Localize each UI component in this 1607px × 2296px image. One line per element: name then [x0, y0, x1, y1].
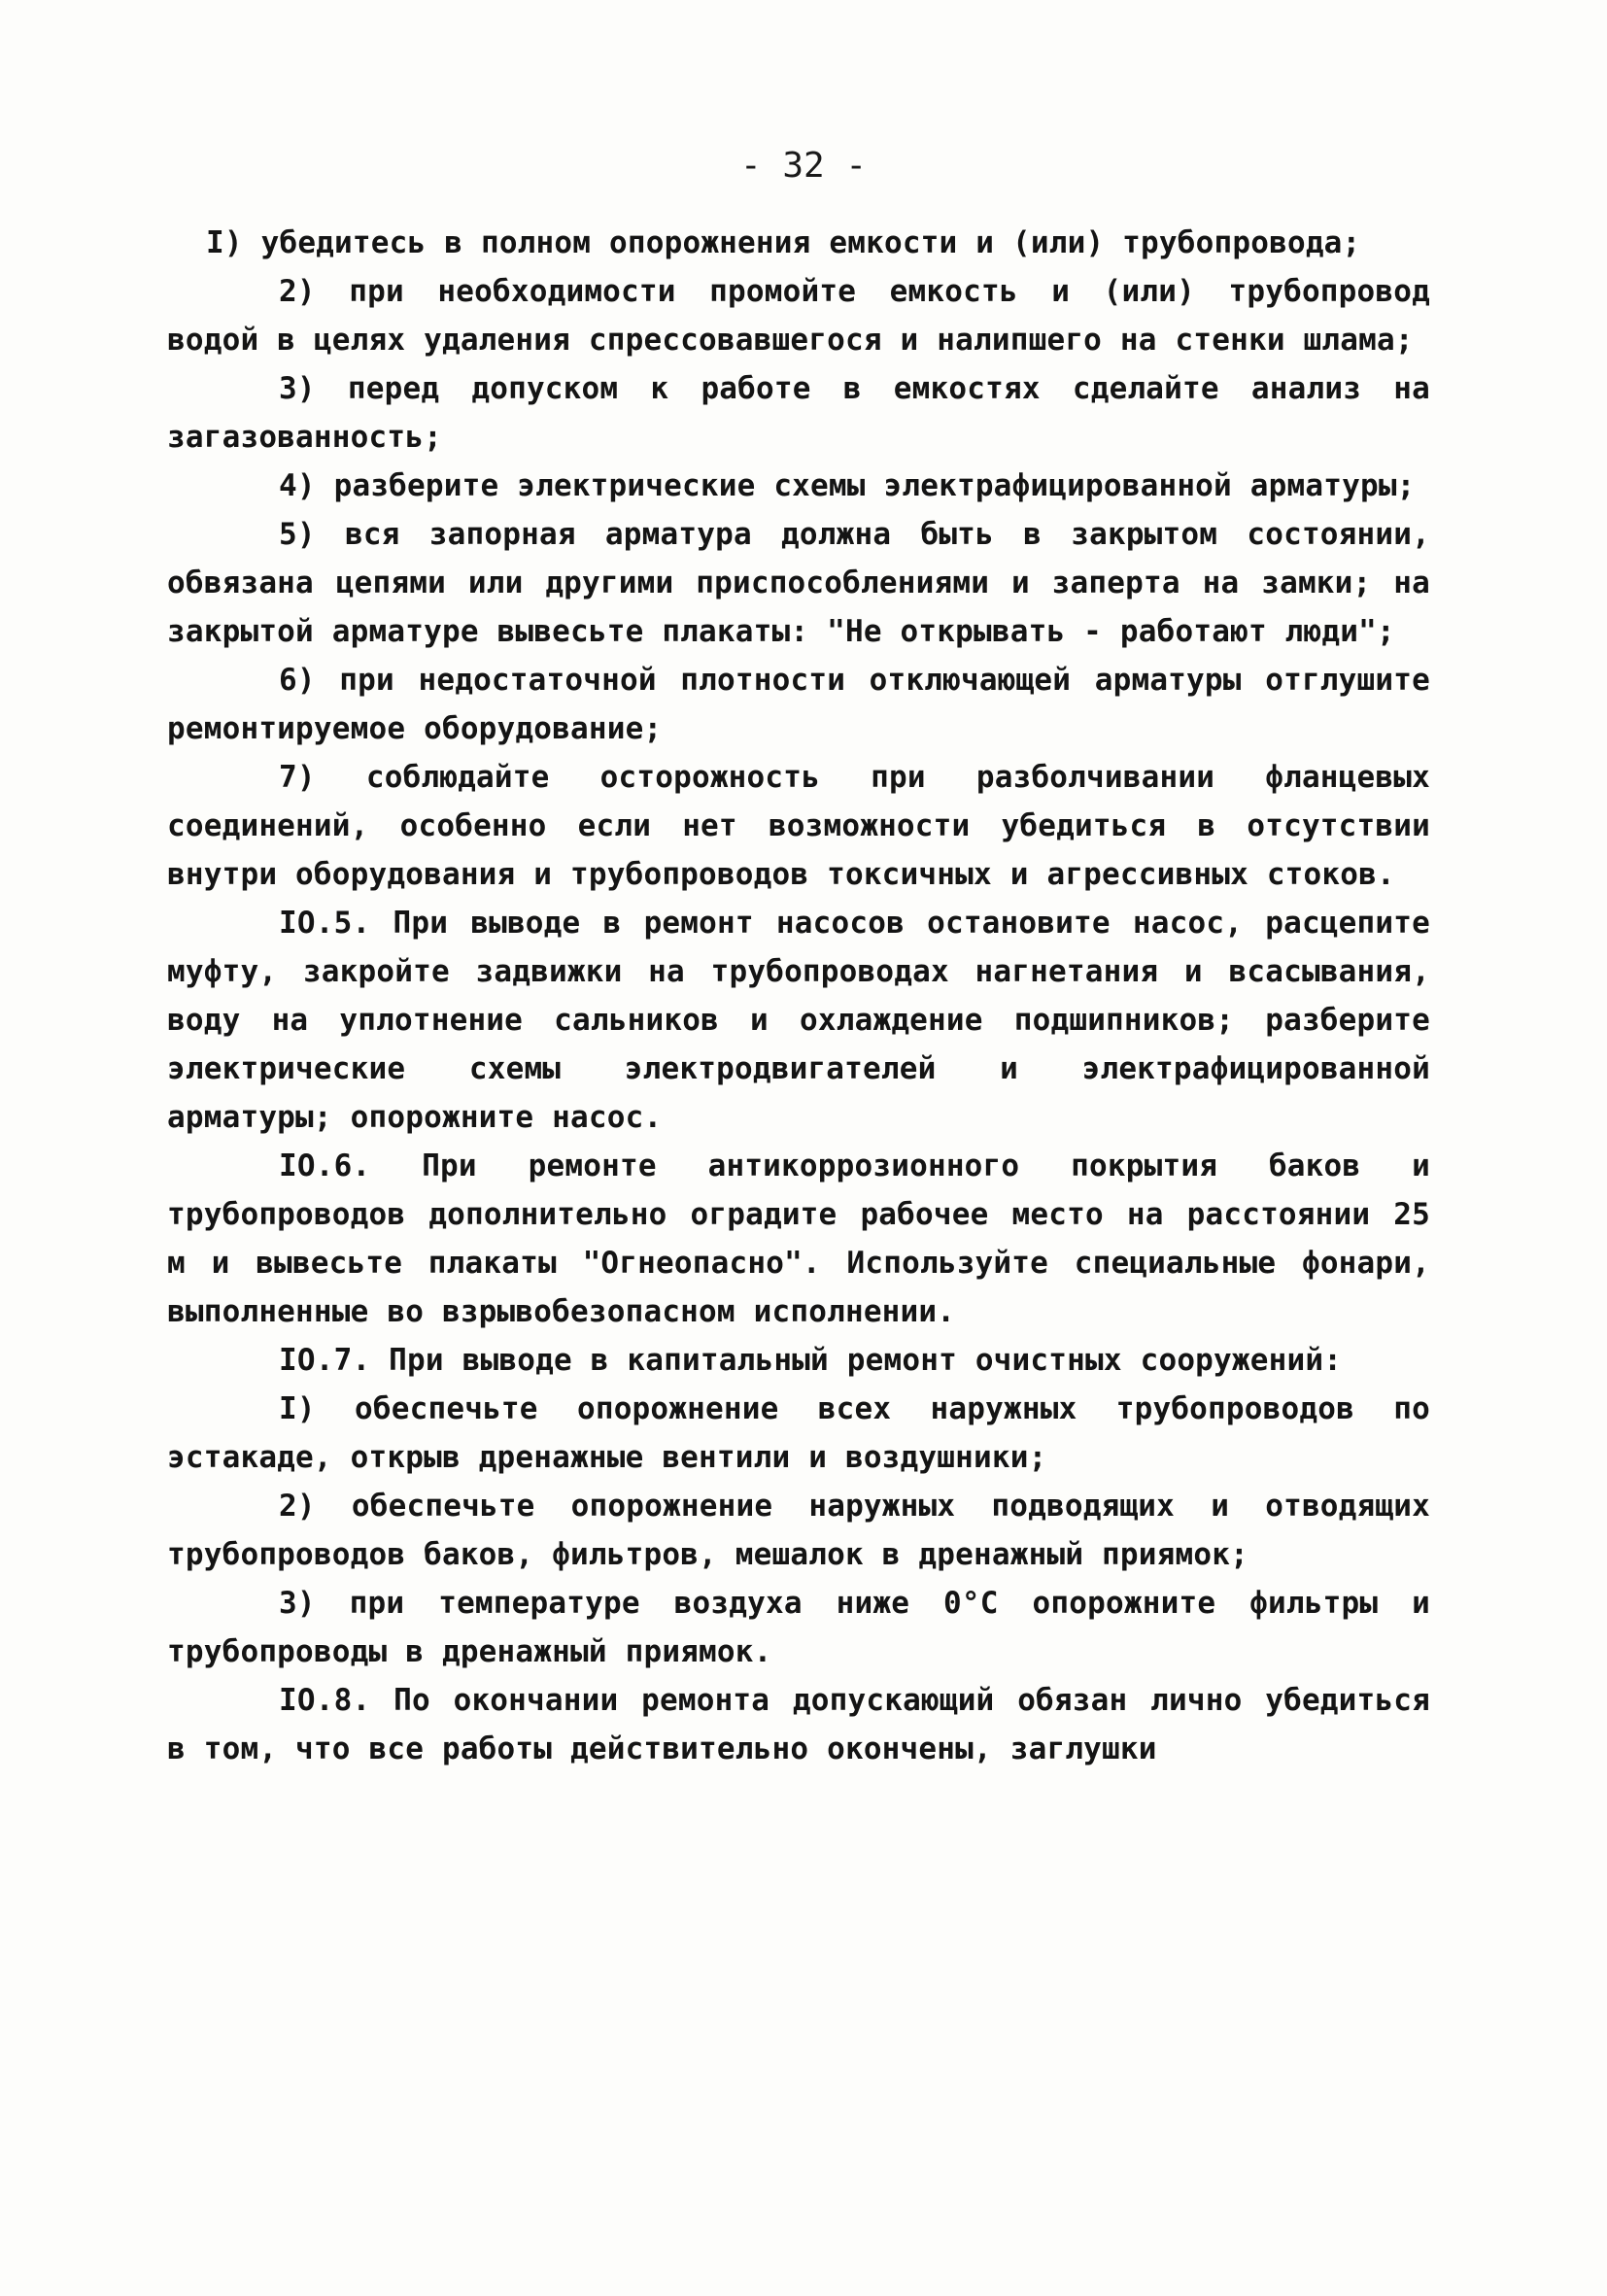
list-item-1: I) убедитесь в полном опорожнения емкости и (или) трубопровода;	[206, 225, 1361, 260]
list-item-7: 7) соблюдайте осторожность при разболчивании фланцевых соединений, особенно если нет возможности убедиться в отсутствии внутри оборудования и трубопроводов токсичных и агрессивных стоков.	[167, 760, 1430, 892]
page-number: - 32 -	[739, 146, 868, 186]
section-10-8: IO.8. По окончании ремонта допускающий обязан лично убедиться в том, что все работы действительно окончены, заглушки	[167, 1683, 1430, 1766]
section-10-7: IO.7. При выводе в капитальный ремонт очистных сооружений:	[279, 1343, 1343, 1378]
section-10-7-item-1: I) обеспечьте опорожнение всех наружных трубопроводов по эстакаде, открыв дренажные вентили и воздушники;	[167, 1391, 1430, 1475]
list-item-4: 4) разберите электрические схемы электрафицированной арматуры;	[279, 468, 1416, 503]
list-item-3: 3) перед допуском к работе в емкостях сделайте анализ на загазованность;	[167, 371, 1430, 455]
section-10-6: IO.6. При ремонте антикоррозионного покрытия баков и трубопроводов дополнительно оградите рабочее место на расстоянии 25 м и вывесьте плакаты "Огнеопасно". Используйте специальные фонари, выполненные во взрывобезопасном исполнении.	[167, 1148, 1430, 1329]
section-10-7-item-2: 2) обеспечьте опорожнение наружных подводящих и отводящих трубопроводов баков, фильтров, мешалок в дренажный приямок;	[167, 1489, 1430, 1572]
list-item-2: 2) при необходимости промойте емкость и (или) трубопровод водой в целях удаления спрессовавшегося и налипшего на стенки шлама;	[167, 274, 1430, 358]
section-10-5: IO.5. При выводе в ремонт насосов остановите насос, расцепите муфту, закройте задвижки на трубопроводах нагнетания и всасывания, воду на уплотнение сальников и охлаждение подшипников; разберите электрические схемы электродвигателей и электрафицированной арматуры; опорожните насос.	[167, 906, 1430, 1135]
section-10-7-item-3: 3) при температуре воздуха ниже 0°С опорожните фильтры и трубопроводы в дренажный приямок.	[167, 1586, 1430, 1669]
document-body	[167, 219, 1430, 1773]
list-item-5: 5) вся запорная арматура должна быть в закрытом состоянии, обвязана цепями или другими приспособлениями и заперта на замки; на закрытой арматуре вывесьте плакаты: "Не открывать - работают люди";	[167, 517, 1430, 649]
list-item-6: 6) при недостаточной плотности отключающей арматуры отглушите ремонтируемое оборудование;	[167, 663, 1430, 746]
